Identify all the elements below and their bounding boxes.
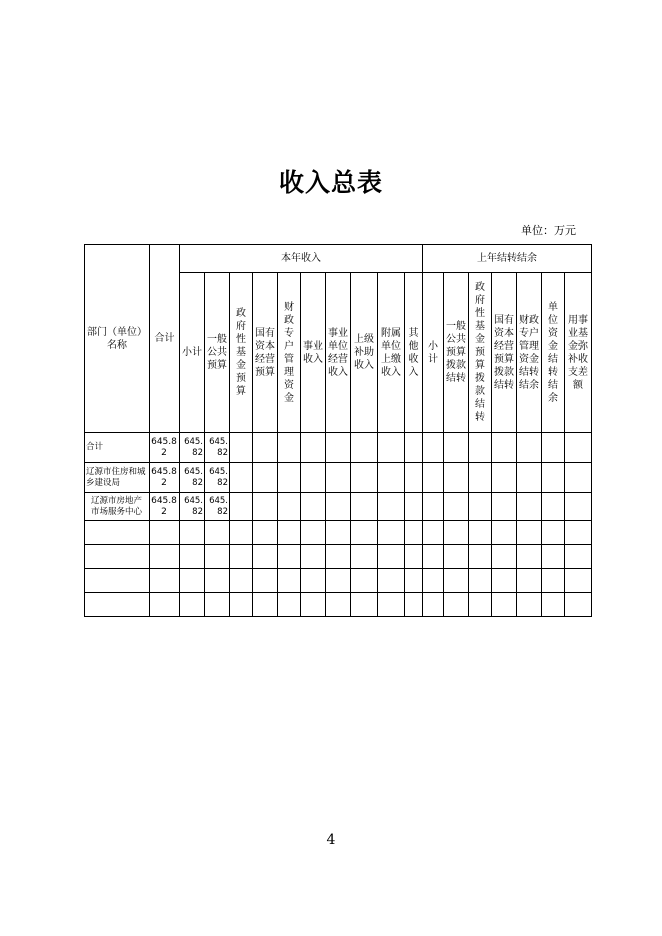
- header-gov-fund-carryover: 政府性基金预算拨款结转: [469, 273, 492, 433]
- header-general-budget-carryover: 一般公共预算拨款结转: [444, 273, 469, 433]
- table-row: [85, 433, 592, 463]
- header-subsidiary-remittance: 附属单位上缴收入: [378, 273, 405, 433]
- header-prior-subtotal: 小计: [423, 273, 444, 433]
- row-name: 辽源市住房和城乡建设局: [85, 463, 150, 493]
- header-business-fund-offset: 用事业基金弥补收支差额: [565, 273, 592, 433]
- header-unit-funds-carryover: 单位资金结转结余: [542, 273, 565, 433]
- header-special-account-funds: 财政专户管理资金: [278, 273, 301, 433]
- row-total: 645.82: [150, 493, 180, 521]
- row-total: 645.82: [150, 463, 180, 493]
- header-other-income: 其他收入: [405, 273, 423, 433]
- header-special-account-carryover: 财政专户管理资金结转结余: [517, 273, 542, 433]
- row-subtotal: 645.82: [180, 433, 205, 463]
- income-summary-table: [84, 244, 592, 617]
- row-total: 645.82: [150, 433, 180, 463]
- row-general-budget: 645.82: [205, 433, 230, 463]
- header-gov-fund-budget: 政府性基金预算: [230, 273, 253, 433]
- header-superior-subsidy: 上级补助收入: [351, 273, 378, 433]
- header-current-year: 本年收入: [180, 245, 423, 273]
- unit-label: 单位：万元: [521, 224, 576, 237]
- header-dept: 部门（单位）名称: [85, 245, 150, 433]
- table-row: [85, 569, 592, 593]
- header-state-capital-budget: 国有资本经营预算: [253, 273, 278, 433]
- row-subtotal: 645.82: [180, 493, 205, 521]
- header-general-budget: 一般公共预算: [205, 273, 230, 433]
- header-prior-year: 上年结转结余: [423, 245, 592, 273]
- row-general-budget: 645.82: [205, 493, 230, 521]
- header-current-subtotal: 小计: [180, 273, 205, 433]
- row-name: 辽源市房地产市场服务中心: [85, 493, 150, 521]
- table-row: [85, 463, 592, 493]
- row-name: 合计: [85, 433, 150, 463]
- document-title: 收入总表: [278, 168, 383, 197]
- header-business-operating-income: 事业单位经营收入: [326, 273, 351, 433]
- header-business-income: 事业收入: [301, 273, 326, 433]
- page-number: 4: [326, 832, 336, 848]
- header-state-capital-carryover: 国有资本经营预算拨款结转: [492, 273, 517, 433]
- row-general-budget: 645.82: [205, 463, 230, 493]
- table-row: [85, 593, 592, 617]
- table-row: [85, 545, 592, 569]
- row-subtotal: 645.82: [180, 463, 205, 493]
- header-total: 合计: [150, 245, 180, 433]
- table-row: [85, 493, 592, 521]
- table-row: [85, 521, 592, 545]
